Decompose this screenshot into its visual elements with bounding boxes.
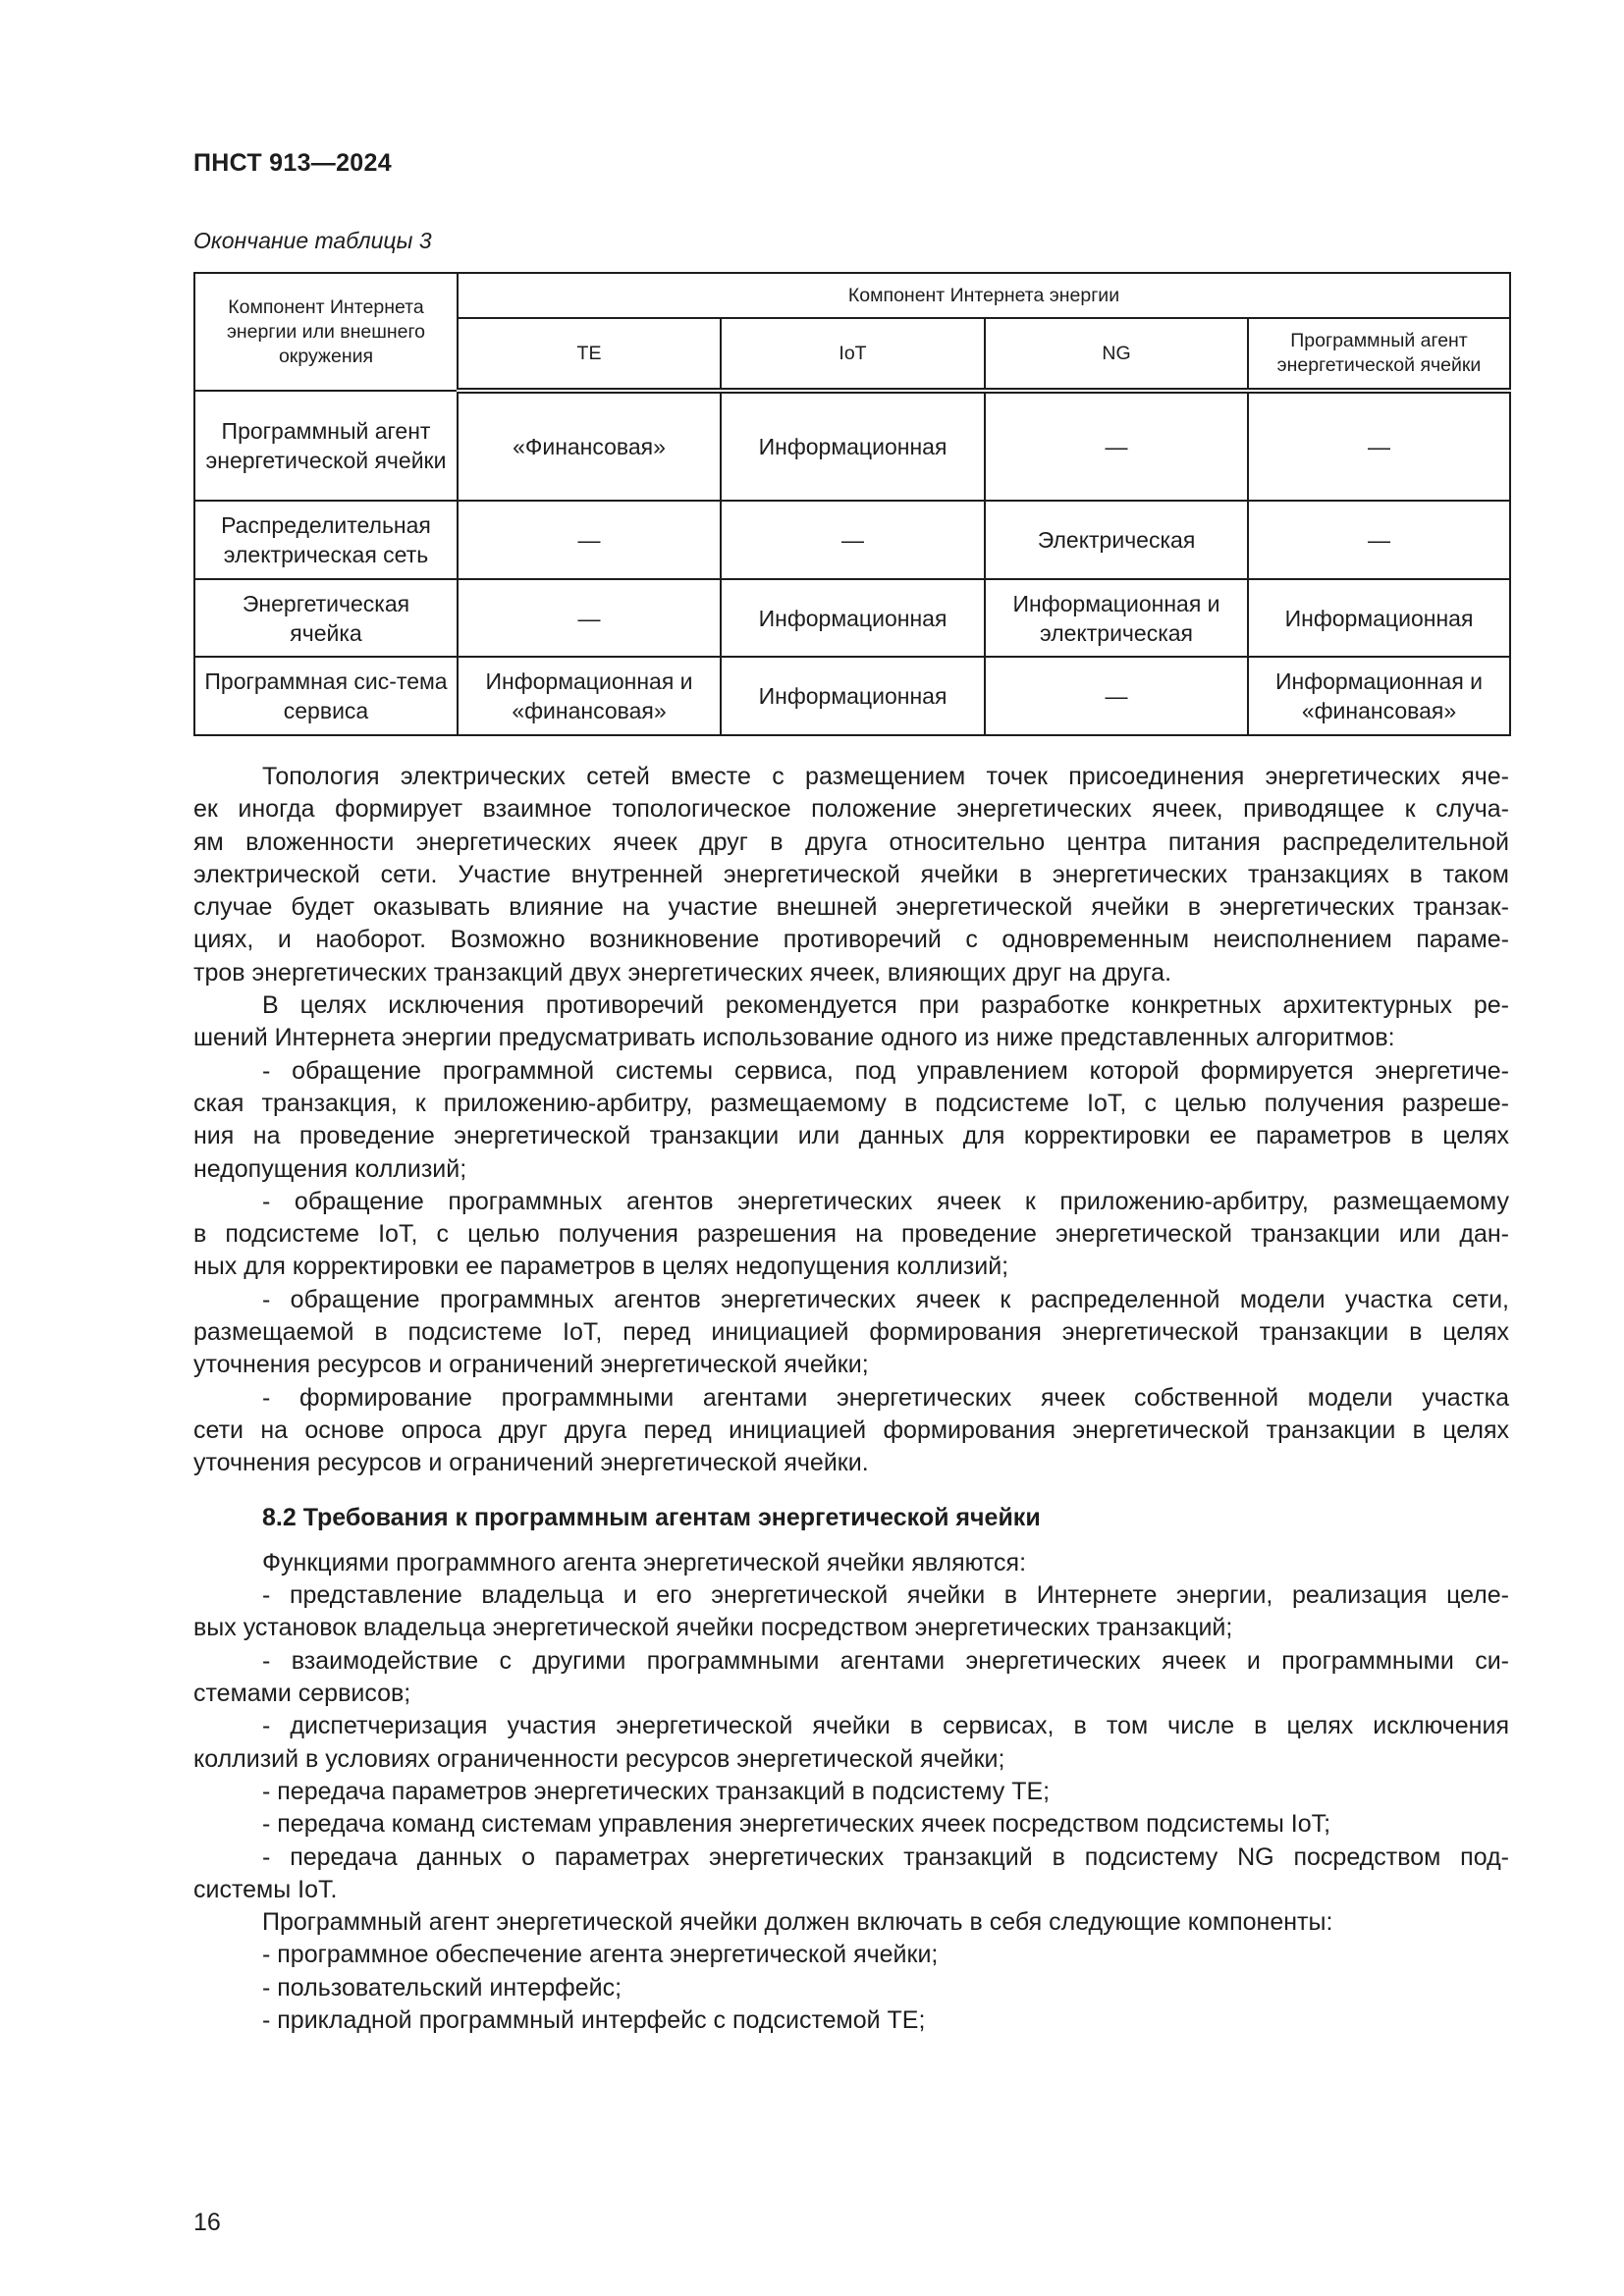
table-cell: Информационная [721,579,985,657]
table-cell: «Финансовая» [458,391,721,501]
table-caption: Окончание таблицы 3 [193,228,432,253]
paragraph-topology [193,761,1509,989]
table-cell: Информационная [721,657,985,735]
row-label: Распределительная электрическая сеть [194,501,458,579]
table-cell: Информационная и «финансовая» [458,657,721,735]
text-line: вых установок владельца энергетической ячейки посредством энергетических транзакций; [193,1614,1233,1642]
page-number: 16 [193,2209,221,2236]
text-line: циях, и наоборот. Возможно возникновение противоречий с одновременным неисполнением параме- [193,926,1509,954]
table-cell: — [458,579,721,657]
list-item-arbiter-service [193,1055,1509,1186]
text-line: - представление владельца и его энергетической ячейки в Интернете энергии, реализация целе- [262,1581,1509,1610]
text-line: Функциями программного агента энергетической ячейки являются: [262,1548,1027,1576]
text-line: - передача данных о параметрах энергетических транзакций в подсистему NG посредством под- [262,1842,1509,1871]
text-line: - формирование программными агентами энергетических ячеек собственной модели участка [262,1383,1509,1412]
table-cell: — [458,501,721,579]
table-cell: — [1248,501,1510,579]
text-line: недопущения коллизий; [193,1154,467,1183]
column-header-ng: NG [985,318,1248,391]
list-item-component-1 [193,1939,1509,1971]
table-cell: — [721,501,985,579]
text-line: уточнения ресурсов и ограничений энергетической ячейки. [193,1449,869,1477]
body-text [193,761,1509,2037]
text-line: Топология электрических сетей вместе с размещением точек присоединения энергетических яче- [262,763,1509,790]
paragraph-recommendation [193,989,1509,1055]
paragraph-components-intro [193,1906,1509,1939]
text-line: ям вложенности энергетических ячеек друг в друга относительно центра питания распределительной [193,828,1509,856]
list-item-function-1 [193,1579,1509,1645]
text-line: - программное обеспечение агента энергетической ячейки; [262,1941,939,1969]
row-label: Энергетическая ячейка [194,579,458,657]
text-line: сети на основе опроса друг друга перед инициацией формирования энергетической транзакции в целях [193,1415,1509,1444]
table-row [194,391,1510,501]
text-line: - прикладной программный интерфейс с подсистемой TE; [262,2005,926,2034]
text-line: ская транзакция, к приложению-арбитру, размещаемому в подсистеме IoT, с целью получения разреше- [193,1089,1509,1117]
column-header-iot: IoT [721,318,985,391]
row-label: Программный агент энергетической ячейки [194,391,458,501]
text-line: в подсистеме IoT, с целью получения разрешения на проведение энергетической транзакции или дан- [193,1220,1509,1249]
table-cell: Информационная и «финансовая» [1248,657,1510,735]
text-line: - передача команд системам управления энергетических ячеек посредством подсистемы IoT; [262,1810,1331,1839]
text-line: ек иногда формирует взаимное топологическое положение энергетических ячеек, приводящее к случа- [193,795,1509,824]
table-row [194,657,1510,735]
text-line: системы IoT. [193,1875,338,1903]
table-row [194,501,1510,579]
text-line: - передача параметров энергетических транзакций в подсистему TE; [262,1777,1051,1805]
table-cell: — [985,657,1248,735]
text-line: электрической сети. Участие внутренней энергетической ячейки в энергетических транзакциях в таком [193,860,1509,888]
list-item-component-2 [193,1972,1509,2004]
table-row [194,579,1510,657]
list-item-function-5 [193,1808,1509,1841]
list-item-function-4 [193,1776,1509,1808]
text-line: - взаимодействие с другими программными агентами энергетических ячеек и программными си- [262,1646,1509,1675]
text-line: случае будет оказывать влияние на участие внешней энергетической ячейки в энергетических транзак- [193,893,1509,922]
text-line: коллизий в условиях ограниченности ресурсов энергетической ячейки; [193,1744,1005,1773]
paragraph-functions-intro [193,1547,1509,1579]
text-line: - обращение программных агентов энергетических ячеек к приложению-арбитру, размещаемому [262,1187,1509,1215]
table-cell: Информационная и электрическая [985,579,1248,657]
list-item-own-model [193,1382,1509,1480]
list-item-function-6 [193,1842,1509,1907]
list-item-distributed-model [193,1284,1509,1382]
text-line: Программный агент энергетической ячейки должен включать в себя следующие компоненты: [262,1908,1333,1937]
table-cell: — [985,391,1248,501]
list-item-function-3 [193,1710,1509,1776]
text-line: В целях исключения противоречий рекомендуется при разработке конкретных архитектурных ре- [262,991,1509,1020]
list-item-component-3 [193,2004,1509,2037]
list-item-arbiter-agents [193,1186,1509,1284]
row-label: Программная сис-тема сервиса [194,657,458,735]
table-3 [193,272,1511,736]
text-line: - обращение программной системы сервиса, под управлением которой формируется энергетиче- [262,1056,1509,1085]
text-line: ния на проведение энергетической транзакции или данных для корректировки ее параметров в целях [193,1122,1509,1150]
column-header-te: TE [458,318,721,391]
text-line: уточнения ресурсов и ограничений энергетической ячейки; [193,1351,869,1379]
text-line: стемами сервисов; [193,1680,411,1708]
list-item-function-2 [193,1645,1509,1711]
text-line: шений Интернета энергии предусматривать использование одного из ниже представленных алгоритмов: [193,1024,1395,1052]
text-line: - пользовательский интерфейс; [262,1973,623,2002]
table-cell: — [1248,391,1510,501]
text-line: тров энергетических транзакций двух энергетических ячеек, влияющих друг на друга. [193,958,1172,987]
table-header-row [194,273,1510,318]
text-line: размещаемой в подсистеме IoT, перед инициацией формирования энергетической транзакции в целях [193,1318,1509,1347]
text-line: - обращение программных агентов энергетических ячеек к распределенной модели участка сети, [262,1285,1509,1313]
table-cell: Информационная [721,391,985,501]
table-cell: Информационная [1248,579,1510,657]
text-line: - диспетчеризация участия энергетической ячейки в сервисах, в том числе в целях исключения [262,1712,1509,1740]
document-designation: ПНСТ 913—2024 [193,149,392,177]
table-cell: Электрическая [985,501,1248,579]
group-header-cell: Компонент Интернета энергии [458,273,1510,318]
row-header-cell: Компонент Интернета энергии или внешнего окружения [194,273,458,391]
column-header-agent: Программный агент энергетической ячейки [1248,318,1510,391]
text-line: ных для корректировки ее параметров в целях недопущения коллизий; [193,1253,1009,1281]
section-heading: 8.2 Требования к программным агентам энергетической ячейки [262,1503,1041,1531]
